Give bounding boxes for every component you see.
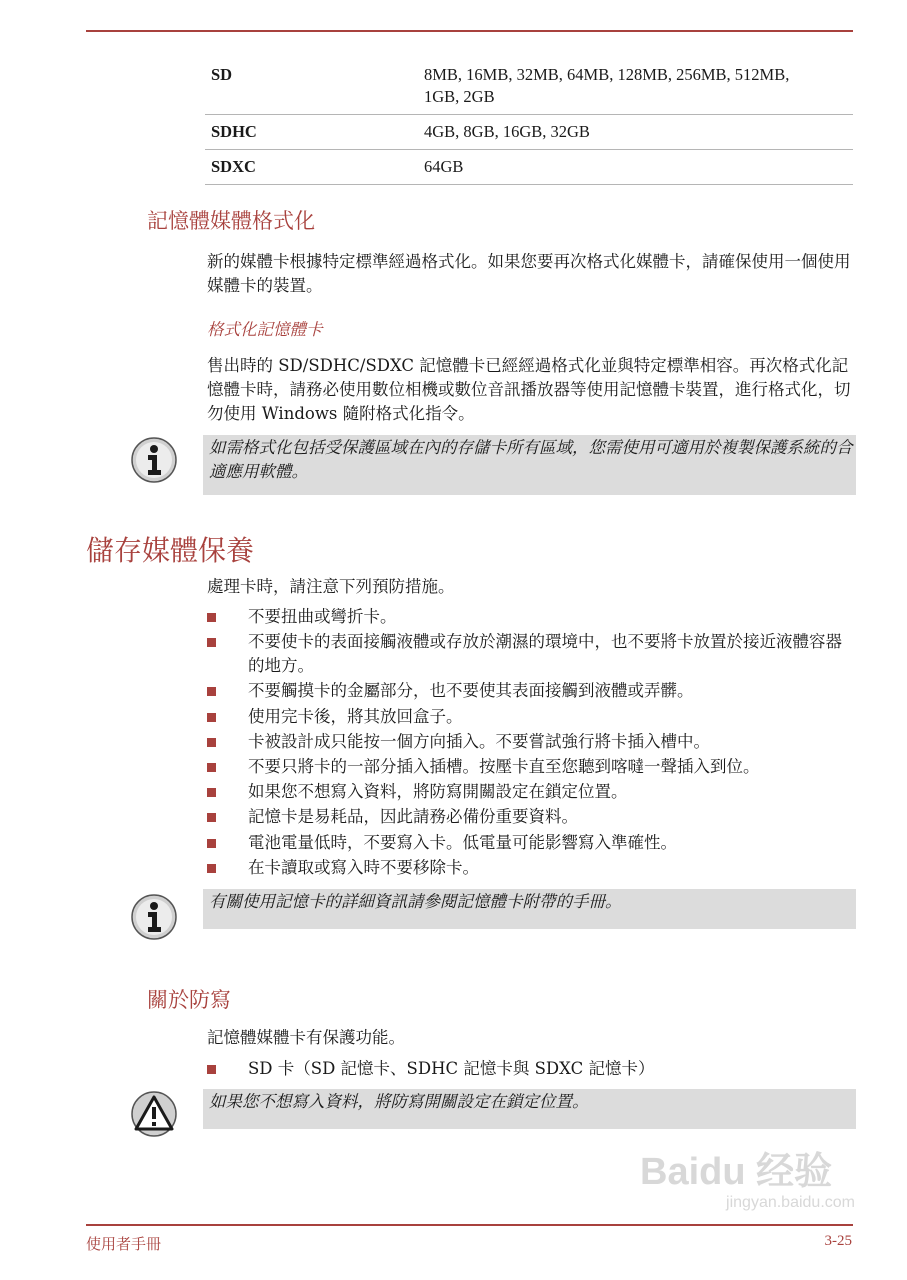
list-item: 不要扭曲或彎折卡。 <box>207 605 852 629</box>
capacity-cell: 8MB, 16MB, 32MB, 64MB, 128MB, 256MB, 512MB, 1GB, 2GB <box>418 58 853 115</box>
capacity-cell: 4GB, 8GB, 16GB, 32GB <box>418 115 853 150</box>
bullet-square-icon <box>207 687 216 696</box>
list-item: 使用完卡後，將其放回盒子。 <box>207 705 852 729</box>
section-heading-care: 儲存媒體保養 <box>86 534 255 567</box>
care-bullet-list <box>207 605 852 881</box>
footer-page-number: 3-25 <box>824 1233 852 1249</box>
card-type-cell: SDXC <box>205 150 418 185</box>
table-row <box>205 58 853 115</box>
format-card-paragraph: 售出時的 SD/SDHC/SDXC 記憶體卡已經經過格式化並與特定標準相容。再次格式化記憶體卡時，請務必使用數位相機或數位音訊播放器等使用記憶體卡裝置，進行格式化，切勿使用 Windows 隨附格式化指令。 <box>207 356 851 423</box>
list-item: 不要只將卡的一部分插入插槽。按壓卡直至您聽到喀噠一聲插入到位。 <box>207 755 852 779</box>
table-row <box>205 150 853 185</box>
card-type-cell: SD <box>205 58 418 115</box>
format-note: 如需格式化包括受保護區域在內的存儲卡所有區域，您需使用可適用於複製保護系統的合適應用軟體。 <box>203 435 856 495</box>
info-icon <box>130 893 178 941</box>
card-capacity-table <box>205 58 853 185</box>
list-item: 電池電量低時，不要寫入卡。低電量可能影響寫入準確性。 <box>207 831 852 855</box>
list-item: 記憶卡是易耗品，因此請務必備份重要資料。 <box>207 805 852 829</box>
bullet-square-icon <box>207 813 216 822</box>
format-paragraph: 新的媒體卡根據特定標準經過格式化。如果您要再次格式化媒體卡，請確保使用一個使用媒體卡的裝置。 <box>207 252 851 295</box>
footer-manual-name: 使用者手冊 <box>86 1235 162 1253</box>
bullet-square-icon <box>207 1065 216 1074</box>
table-row <box>205 115 853 150</box>
protect-warning: 如果您不想寫入資料，將防寫開關設定在鎖定位置。 <box>203 1089 856 1129</box>
list-item: 在卡讀取或寫入時不要移除卡。 <box>207 856 852 880</box>
list-item: 不要使卡的表面接觸液體或存放於潮濕的環境中，也不要將卡放置於接近液體容器的地方。 <box>207 630 852 678</box>
list-item: 不要觸摸卡的金屬部分，也不要使其表面接觸到液體或弄髒。 <box>207 679 852 703</box>
bullet-square-icon <box>207 788 216 797</box>
bullet-square-icon <box>207 713 216 722</box>
protect-bullet-list <box>207 1057 852 1082</box>
protect-paragraph: 記憶體媒體卡有保護功能。 <box>207 1028 405 1047</box>
list-item: 如果您不想寫入資料，將防寫開關設定在鎖定位置。 <box>207 780 852 804</box>
care-intro: 處理卡時，請注意下列預防措施。 <box>207 577 455 596</box>
capacity-cell: 64GB <box>418 150 853 185</box>
bullet-square-icon <box>207 738 216 747</box>
section-heading-protect: 關於防寫 <box>147 988 231 1012</box>
list-item: SD 卡（SD 記憶卡、SDHC 記憶卡與 SDXC 記憶卡） <box>207 1057 852 1081</box>
header-rule <box>86 30 853 32</box>
subheading-format-card: 格式化記憶體卡 <box>207 320 323 339</box>
watermark-logo: Baidu 经验 jingyan.baidu.com <box>640 1151 855 1211</box>
info-icon <box>130 436 178 484</box>
bullet-square-icon <box>207 613 216 622</box>
bullet-square-icon <box>207 763 216 772</box>
care-note: 有關使用記憶卡的詳細資訊請參閱記憶體卡附帶的手冊。 <box>203 889 856 929</box>
warning-icon <box>130 1090 178 1138</box>
bullet-square-icon <box>207 839 216 848</box>
bullet-square-icon <box>207 638 216 647</box>
footer-rule <box>86 1224 853 1226</box>
bullet-square-icon <box>207 864 216 873</box>
list-item: 卡被設計成只能按一個方向插入。不要嘗試強行將卡插入槽中。 <box>207 730 852 754</box>
card-type-cell: SDHC <box>205 115 418 150</box>
section-heading-format: 記憶體媒體格式化 <box>147 209 315 233</box>
